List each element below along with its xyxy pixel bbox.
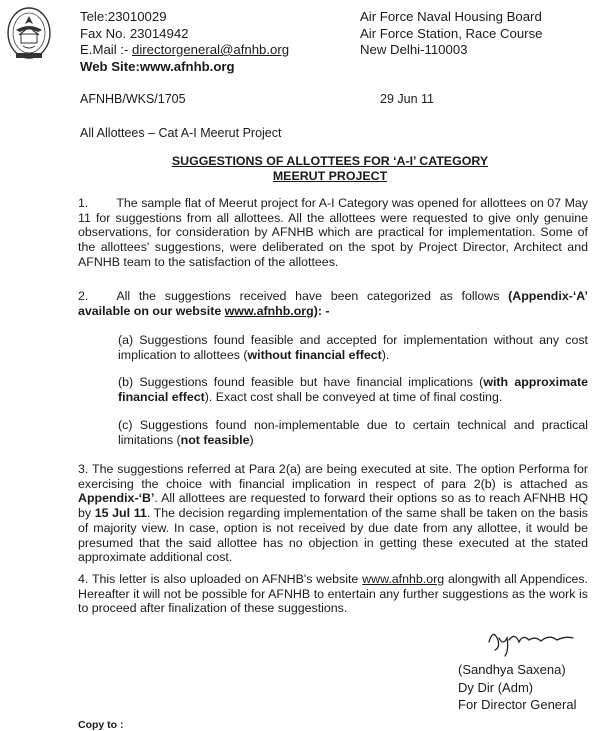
paragraph-1-number: 1.	[78, 196, 89, 210]
paragraph-2-end: ): -	[313, 303, 330, 318]
letter-date: 29 Jun 11	[380, 92, 434, 106]
item-2c	[118, 418, 588, 447]
subject-line-1: SUGGESTIONS OF ALLOTTEES FOR ‘A-I’ CATEGORY	[171, 154, 489, 168]
paragraph-2-appendix-a: (Appendix-‘A’ available on our website	[78, 289, 588, 318]
item-2b	[118, 375, 588, 404]
contact-block	[80, 9, 289, 75]
paragraph-3-text-2: . All allottees are requested to forward their options so as to reach AFNHB HQ by	[78, 491, 588, 521]
item-2b-end: ). Exact cost shall be conveyed at time of final costing.	[204, 389, 503, 404]
item-2b-text: (b) Suggestions found feasible but have financial implications (	[118, 375, 484, 389]
paragraph-3	[78, 462, 588, 565]
item-2a-text: (a) Suggestions found feasible and accepted for implementation without any cost implication to allottees (	[118, 333, 588, 362]
paragraph-3-appendix-b: Appendix-‘B’	[78, 491, 155, 506]
website-link[interactable]: www.afnhb.org	[139, 58, 235, 74]
paragraph-2-text: All the suggestions received have been categorized as follows	[116, 289, 509, 303]
signatory-designation: Dy Dir (Adm)	[458, 679, 534, 695]
email-line	[80, 42, 289, 59]
org-address-line1: Air Force Station, Race Course	[360, 25, 543, 41]
signature-block	[458, 661, 576, 714]
item-2b-bold: with approximate financial effect	[118, 375, 588, 404]
paragraph-4-text-1: 4. This letter is also uploaded on AFNHB's website	[78, 572, 363, 586]
item-2a	[118, 333, 588, 362]
item-2a-bold: without financial effect	[247, 347, 382, 362]
paragraph-3-text-3: . The decision regarding implementation of the same shall be taken on the basis of majority view. In case, option is not received by due date from any allottee, it would be presumed that the said allottee has no objection in getting these executed at the stated approximate additional cost.	[78, 506, 588, 565]
website-line	[80, 59, 289, 76]
paragraph-1	[78, 196, 588, 270]
paragraph-4-website-link[interactable]: www.afnhb.org	[362, 572, 445, 586]
subject-line-2: MEERUT PROJECT	[272, 169, 388, 183]
email-link[interactable]: directorgeneral@afnhb.org	[132, 42, 290, 57]
signatory-for-line: For Director General	[458, 697, 577, 712]
paragraph-4	[78, 572, 588, 616]
website-label: Web Site:	[80, 58, 140, 74]
org-address-line2: New Delhi-110003	[360, 42, 468, 57]
org-address-block	[360, 9, 543, 59]
item-2c-bold: not feasible	[180, 432, 250, 447]
item-2c-end: )	[249, 432, 254, 447]
paragraph-2-number: 2.	[78, 289, 89, 303]
telephone: Tele:23010029	[80, 9, 167, 24]
signatory-name: (Sandhya Saxena)	[458, 662, 566, 677]
paragraph-3-text-1: 3. The suggestions referred at Para 2(a) are being executed at site. The option Performa for exercising the choice with financial implication in respect of para 2(b) is attached as	[78, 462, 588, 491]
addressee: All Allottees – Cat A-I Meerut Project	[80, 126, 282, 140]
afnhb-emblem-icon	[6, 6, 52, 64]
paragraph-2	[78, 289, 588, 318]
email-label: E.Mail :-	[80, 42, 133, 57]
item-2c-text: (c) Suggestions found non-implementable due to certain technical and practical limitations (	[118, 418, 588, 447]
paragraph-2-website-link[interactable]: www.afnhb.org	[224, 303, 314, 318]
item-2a-end: ).	[381, 347, 390, 362]
reference-number: AFNHB/WKS/1705	[80, 92, 186, 106]
paragraph-1-text: The sample flat of Meerut project for A-I Category was opened for allottees on 07 May 11 for suggestions from all allottees. All the allottees were requested to give only genuine observations, for consideration by AFNHB which are practical for implementation. Some of the allottees' suggestions, were deliberated on the spot by Project Director, Architect and AFNHB team to the satisfaction of the allottees.	[78, 196, 588, 269]
copy-to-label: Copy to :	[78, 719, 124, 731]
fax-number: Fax No. 23014942	[80, 25, 189, 41]
paragraph-3-deadline: 15 Jul 11	[94, 506, 147, 521]
paragraph-4-text-2: alongwith all Appendices. Hereafter it will not be possible for AFNHB to entertain any further suggestions as the work is to proceed after finalization of these suggestions.	[78, 572, 588, 616]
org-name: Air Force Naval Housing Board	[360, 9, 542, 24]
handwritten-signature-icon	[485, 620, 575, 658]
